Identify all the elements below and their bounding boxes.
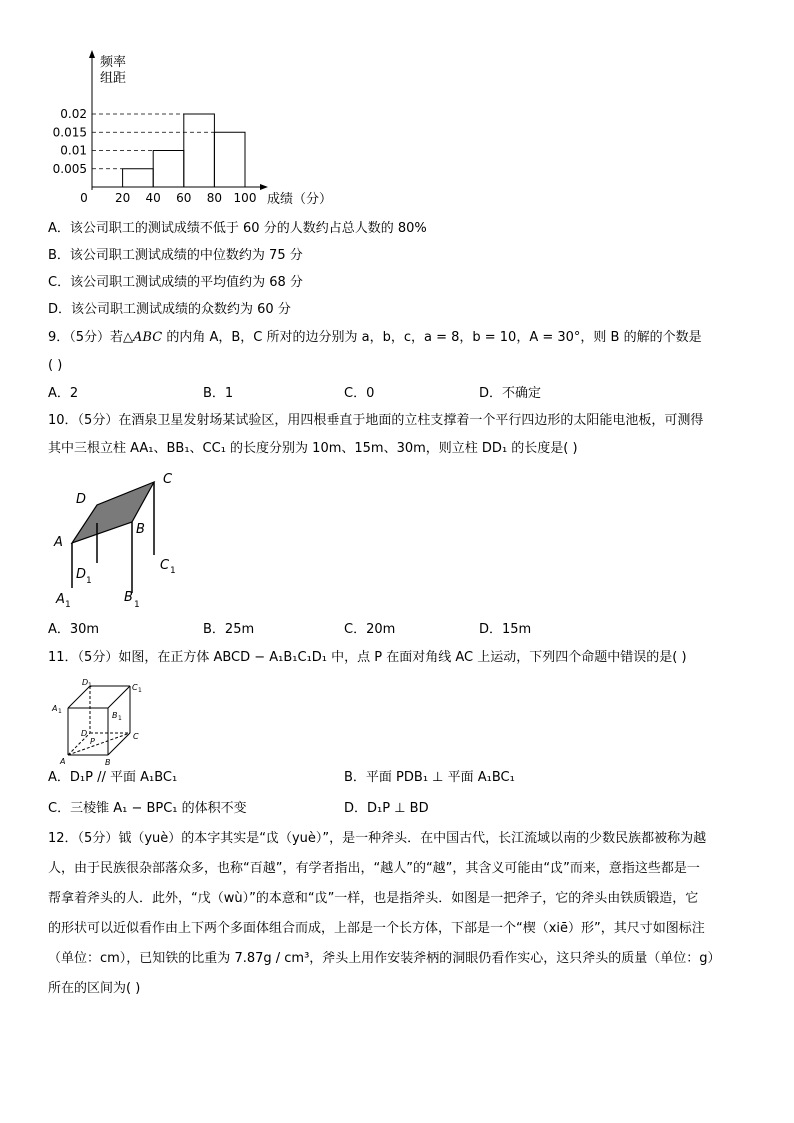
label-c1-sub: 1 — [138, 687, 142, 694]
q9-stem-text: 的内角 A，B，C 所对的边分别为 a，b，c，a = 8，b = 10，A = 30°，则 B 的解的个数是 — [162, 330, 702, 345]
histogram-bar-3 — [214, 132, 245, 187]
q8-option-d: D．该公司职工测试成绩的众数约为 60 分 — [48, 302, 291, 317]
frequency-histogram — [0, 0, 794, 215]
q9-stem — [48, 329, 702, 347]
label-a1-sub: 1 — [65, 600, 71, 610]
q11-option-a: A．D₁P // 平面 A₁BC₁ — [48, 770, 178, 785]
label-b1: B — [124, 590, 133, 605]
q12-stem-line6: 所在的区间为( ) — [48, 981, 141, 996]
edge-b1c1 — [108, 686, 130, 708]
q12-stem-line4: 的形状可以近似看作由上下两个多面体组合而成，上部是一个长方体，下部是一个“楔（xiē）形”，其尺寸如图标注 — [48, 921, 705, 936]
q11-stem: 11．（5分）如图，在正方体 ABCD − A₁B₁C₁D₁ 中，点 P 在面对角线 AC 上运动，下列四个命题中错误的是( ) — [48, 650, 687, 665]
y-tick-label-1: 0.01 — [60, 143, 87, 158]
q9-option-d: D．不确定 — [479, 386, 542, 401]
x-tick-label-3: 60 — [176, 191, 192, 205]
label-c1: C — [160, 558, 170, 573]
label-a1: A — [52, 704, 58, 713]
x-tick-label-4: 80 — [206, 191, 223, 205]
label-c1-sub: 1 — [170, 566, 176, 576]
label-a: A — [54, 535, 63, 550]
x-tick-label-1: 20 — [114, 191, 131, 205]
label-b1-sub: 1 — [134, 600, 140, 610]
histogram-bar-0 — [123, 169, 154, 187]
label-d1: D — [82, 678, 89, 687]
label-d1-sub: 1 — [88, 682, 92, 689]
x-tick-label-5: 100 — [233, 191, 257, 205]
q9-number: 9．（5分）若 — [48, 330, 124, 345]
q8-option-a: A．该公司职工的测试成绩不低于 60 分的人数约占总人数的 80% — [48, 221, 427, 236]
q10-option-d: D．15m — [479, 622, 532, 637]
label-c1: C — [132, 683, 138, 692]
cube-diagram — [48, 678, 158, 768]
q9-triangle: △ABC — [123, 330, 163, 345]
q10-stem-line1: 10．（5分）在酒泉卫星发射场某试验区，用四根垂直于地面的立柱支撑着一个平行四边形的太阳能电池板，可测得 — [48, 413, 704, 428]
label-p: P — [90, 737, 95, 746]
x-axis-label: 成绩（分） — [267, 192, 333, 207]
label-b: B — [136, 522, 145, 537]
label-d1: D — [76, 567, 87, 582]
q10-option-b: B．25m — [203, 622, 255, 637]
label-c: C — [133, 732, 139, 741]
y-axis-label-top: 频率 — [100, 55, 127, 70]
q11-option-b: B．平面 PDB₁ ⊥ 平面 A₁BC₁ — [344, 770, 515, 785]
label-d: D — [76, 492, 87, 507]
q12-stem-line2: 人，由于民族很杂部落众多，也称“百越”，有学者指出，“越人”的“越”，其含义可能由“戉”而来，意指这些都是一 — [48, 861, 700, 876]
histogram-bar-1 — [153, 151, 184, 188]
label-b1-sub: 1 — [118, 715, 122, 722]
q9-option-a: A．2 — [48, 386, 79, 401]
q12-stem-line5: （单位：cm），已知铁的比重为 7.87g / cm³，斧头上用作安装斧柄的洞眼仍看作实心，这只斧头的质量（单位：g） — [48, 951, 721, 966]
label-b1: B — [112, 711, 118, 720]
diagonal-ac — [68, 733, 130, 755]
q8-option-c: C．该公司职工测试成绩的平均值约为 68 分 — [48, 275, 303, 290]
q12-stem-line1: 12．（5分）钺（yuè）的本字其实是“戉（yuè）”，是一种斧头．在中国古代，长江流域以南的少数民族都被称为越 — [48, 831, 707, 846]
edge-a1d1 — [68, 686, 90, 708]
y-tick-label-0: 0.005 — [52, 161, 87, 176]
x-tick-label-0: 0 — [80, 191, 88, 205]
y-tick-label-3: 0.02 — [60, 107, 87, 121]
q10-option-a: A．30m — [48, 622, 100, 637]
y-tick-label-2: 0.015 — [52, 125, 87, 140]
label-a1-sub: 1 — [58, 708, 62, 715]
y-axis-label-bottom: 组距 — [100, 71, 127, 86]
label-c: C — [163, 472, 173, 487]
q10-option-c: C．20m — [344, 622, 396, 637]
x-tick-label-2: 40 — [145, 191, 161, 205]
label-a1: A — [56, 592, 65, 607]
q9-paren: ( ) — [48, 358, 63, 373]
label-d1-sub: 1 — [86, 576, 92, 586]
q12-stem-line3: 帮拿着斧头的人．此外，“戊（wù）”的本意和“戉”一样，也是指斧头．如图是一把斧子，它的斧头由铁质锻造，它 — [48, 891, 699, 906]
histogram-bar-2 — [184, 114, 215, 187]
y-axis-arrow — [89, 50, 95, 58]
q9-option-c: C．0 — [344, 386, 375, 401]
q11-option-d: D．D₁P ⊥ BD — [344, 801, 429, 816]
label-d: D — [81, 729, 88, 738]
q11-option-c: C．三棱锥 A₁ − BPC₁ 的体积不变 — [48, 801, 247, 816]
q9-option-b: B．1 — [203, 386, 234, 401]
q8-option-b: B．该公司职工测试成绩的中位数约为 75 分 — [48, 248, 303, 263]
label-b: B — [105, 758, 111, 767]
x-axis-arrow — [260, 184, 268, 190]
label-a: A — [60, 757, 66, 766]
q10-stem-line2: 其中三根立柱 AA₁、BB₁、CC₁ 的长度分别为 10m、15m、30m，则立柱 DD₁ 的长度是( ) — [48, 441, 578, 456]
edge-bc — [108, 733, 130, 755]
solar-panel-diagram — [50, 465, 250, 625]
